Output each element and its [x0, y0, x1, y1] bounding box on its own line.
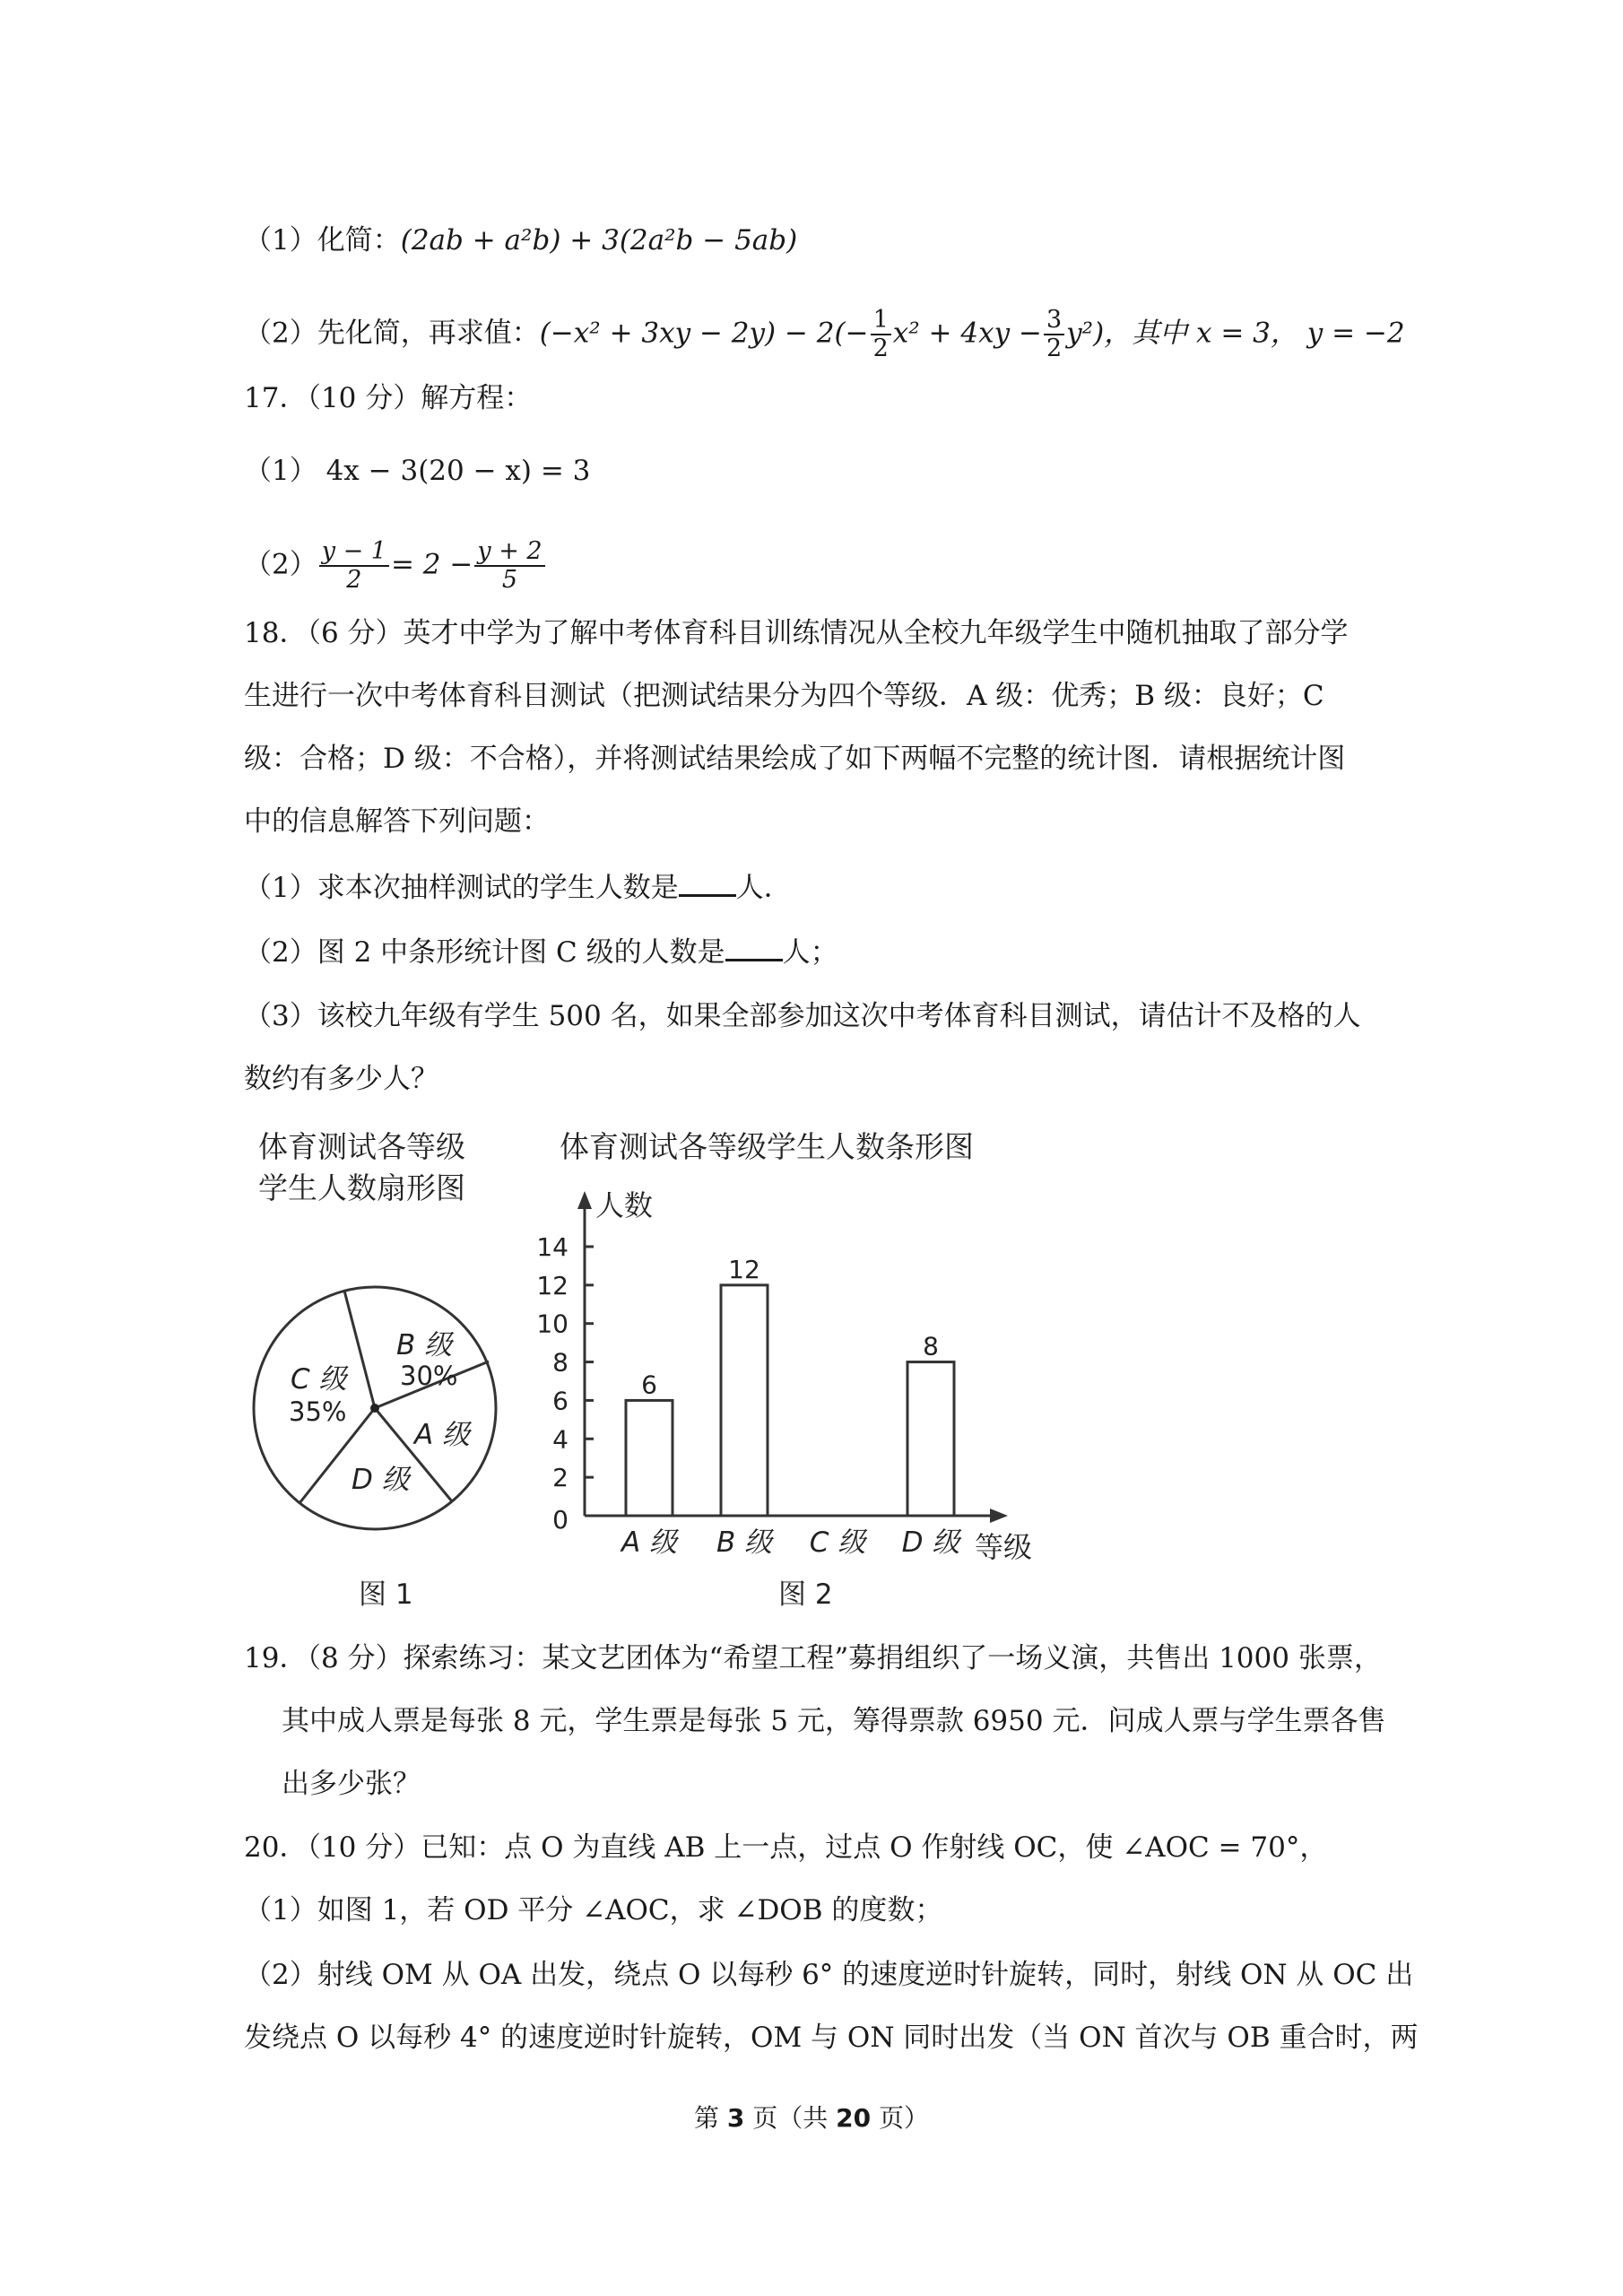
q17-title: 17．（10 分）解方程：: [244, 382, 533, 414]
q18-line1: 18．（6 分）英才中学为了解中考体育科目训练情况从全校九年级学生中随机抽取了部分学: [244, 617, 1349, 649]
pie-divider-cb: [344, 1291, 375, 1408]
pie-title-line2: 学生人数扇形图: [258, 1170, 465, 1205]
pie-label-b: B 级: [396, 1329, 453, 1361]
x-category-label: B 级: [716, 1526, 773, 1559]
bar-value-label: 8: [923, 1331, 939, 1361]
page-footer: 第 3 页（共 20 页）: [693, 2103, 930, 2133]
q19-line1: 19．（8 分）探索练习：某文艺团体为“希望工程”募捐组织了一场义演，共售出 1000 张票，: [244, 1642, 1382, 1674]
y-axis-label: 人数: [595, 1188, 654, 1222]
x-category-label: D 级: [901, 1526, 960, 1559]
q16-part2: （2）先化简，再求值：(−x² + 3xy − 2y) − 2(− $\frac{1}{2}$ x² + 4xy − $\frac{3}{2}$ y²)，其中 x = 3， y = −2: [244, 306, 1405, 362]
y-tick-label: 2: [552, 1463, 568, 1493]
pie-pct-b: 30%: [400, 1361, 458, 1391]
pie-center-dot: [370, 1404, 379, 1413]
pie-label-a: A 级: [414, 1419, 471, 1451]
y-tick-label: 12: [536, 1270, 568, 1300]
q18-sub2: （2）图 2 中条形统计图 C 级的人数是 人；: [244, 934, 838, 970]
q18-sub3-line1: （3）该校九年级有学生 500 名，如果全部参加这次中考体育科目测试，请估计不及格的人: [244, 1000, 1361, 1032]
y-axis-arrow: [577, 1191, 592, 1209]
y-tick-label: 10: [536, 1309, 568, 1339]
q18-sub1: （1）求本次抽样测试的学生人数是 人．: [244, 869, 792, 906]
q18-sub3-line2: 数约有多少人？: [244, 1063, 438, 1095]
x-category-label: A 级: [621, 1526, 678, 1559]
y-tick-label: 8: [552, 1347, 568, 1378]
q20-line2: （1）如图 1，若 OD 平分 ∠AOC，求 ∠DOB 的度数；: [244, 1894, 943, 1926]
q18-line3: 级：合格；D 级：不合格），并将测试结果绘成了如下两幅不完整的统计图．请根据统计图: [244, 743, 1346, 775]
bar-4: [907, 1362, 954, 1516]
bar-chart-title: 体育测试各等级学生人数条形图: [560, 1129, 974, 1164]
y-tick-label: 14: [536, 1232, 568, 1262]
bar-2: [721, 1285, 768, 1516]
bar-value-label: 6: [641, 1370, 657, 1400]
pie-title-line1: 体育测试各等级: [258, 1129, 465, 1164]
q20-line1: 20．（10 分）已知：点 O 为直线 AB 上一点，过点 O 作射线 OC，使 ∠AOC = 70°，: [244, 1831, 1328, 1864]
pie-label-d: D 级: [352, 1464, 410, 1496]
q20-line3: （2）射线 OM 从 OA 出发，绕点 O 以每秒 6° 的速度逆时针旋转，同时，射线 ON 从 OC 出: [244, 1959, 1414, 1991]
pie-pct-c: 35%: [289, 1396, 347, 1427]
bar-value-label: 12: [728, 1254, 760, 1284]
bar-1: [626, 1400, 673, 1516]
bars: [620, 1255, 962, 1559]
q19-line2: 其中成人票是每张 8 元，学生票是每张 5 元，筹得票款 6950 元．问成人票与学生票各售: [282, 1705, 1386, 1737]
y-tick-label: 0: [552, 1505, 568, 1535]
x-category-label: C 级: [809, 1526, 866, 1559]
x-axis-arrow: [990, 1509, 1008, 1523]
q17-part2: （2） $\frac{y - 1}{2}$ = 2 − $\frac{y + 2}{5}$: [244, 538, 547, 594]
fraction: $\frac{3}{2}$: [1044, 307, 1064, 362]
fraction: $\frac{y - 1}{2}$: [319, 538, 389, 594]
q20-line4: 发绕点 O 以每秒 4° 的速度逆时针旋转，OM 与 ON 同时出发（当 ON 首次与 OB 重合时，两: [244, 2022, 1419, 2054]
fraction: $\frac{y + 2}{5}$: [474, 538, 544, 594]
q18-line4: 中的信息解答下列问题：: [244, 805, 550, 838]
q19-line3: 出多少张？: [282, 1768, 421, 1800]
fraction: $\frac{1}{2}$: [871, 307, 891, 362]
pie-chart: [254, 1129, 496, 1611]
pie-label-c: C 级: [291, 1363, 347, 1396]
q17-part1: （1） 4x − 3(20 − x) = 3: [244, 455, 591, 487]
bar-caption: 图 2: [778, 1578, 833, 1611]
q16-part1: （1）化简：(2ab + a²b) + 3(2a²b − 5ab): [244, 224, 798, 257]
y-tick-label: 6: [552, 1386, 568, 1416]
pie-caption: 图 1: [359, 1578, 413, 1611]
q18-line2: 生进行一次中考体育科目测试（把测试结果分为四个等级．A 级：优秀；B 级：良好；C: [244, 680, 1324, 712]
y-tick-label: 4: [552, 1424, 568, 1455]
x-axis-label: 等级: [975, 1530, 1033, 1564]
bar-chart: [536, 1129, 1032, 1611]
